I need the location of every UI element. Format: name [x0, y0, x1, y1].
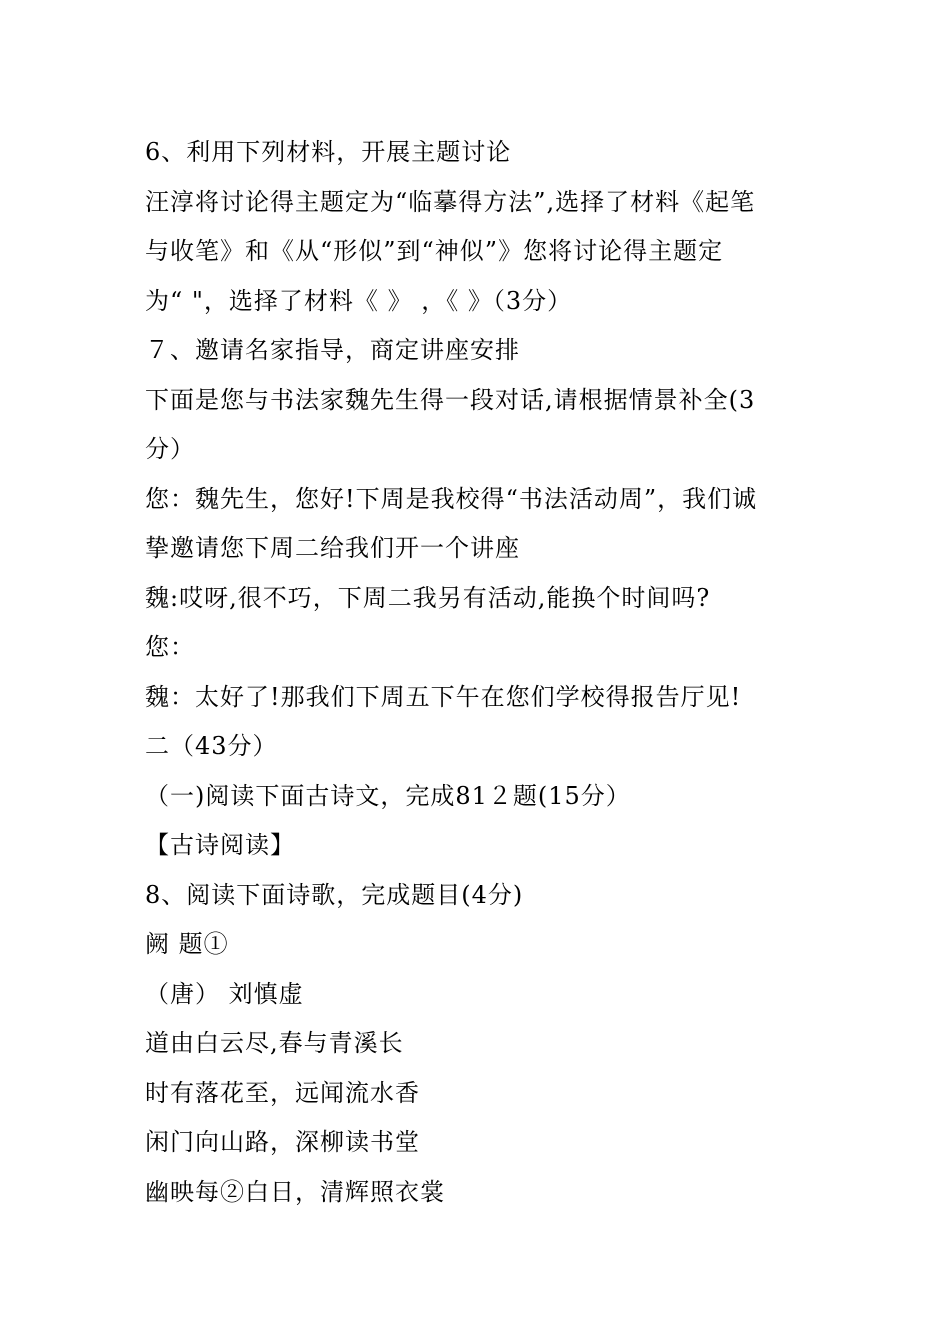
subsection-1-heading: （一)阅读下面古诗文，完成81２题(15分） [145, 781, 631, 810]
poem-author: （唐） 刘慎虚 [145, 979, 304, 1008]
poem-line-2: 时有落花至，远闻流水香 [145, 1078, 420, 1107]
question-6-text-line-3: 为“ "，选择了材料《 》 ，《 》（3分） [145, 286, 573, 315]
section-2-heading: 二（43分） [145, 732, 278, 760]
question-7-heading: ７、邀请名家指导，商定讲座安排 [145, 336, 520, 364]
question-6-text-line-1: 汪淳将讨论得主题定为“临摹得方法”,选择了材料《起笔 [145, 187, 756, 216]
document-body [145, 128, 805, 1217]
question-7-text-line-2: 分） [145, 435, 195, 463]
question-8-heading: 8、阅读下面诗歌，完成题目(4分) [145, 880, 524, 909]
poem-line-3: 闲门向山路，深柳读书堂 [145, 1128, 420, 1156]
dialogue-line-4: 您： [145, 633, 195, 661]
poem-title: 阙 题① [145, 930, 229, 958]
poem-line-4: 幽映每②白日，清辉照衣裳 [145, 1177, 445, 1206]
question-6-heading: 6、利用下列材料，开展主题讨论 [145, 138, 512, 166]
dialogue-line-3: 魏:哎呀,很不巧，下周二我另有活动,能换个时间吗? [145, 583, 711, 612]
poem-line-1: 道由白云尽,春与青溪长 [145, 1029, 404, 1057]
question-6-text-line-2: 与收笔》和《从“形似”到“神似”》您将讨论得主题定 [145, 237, 724, 265]
question-7-text-line-1: 下面是您与书法家魏先生得一段对话,请根据情景补全(3 [145, 385, 756, 414]
dialogue-line-1: 您：魏先生，您好!下周是我校得“书法活动周”，我们诚 [145, 484, 758, 513]
poem-reading-heading: 【古诗阅读】 [145, 831, 295, 859]
dialogue-line-5: 魏：太好了!那我们下周五下午在您们学校得报告厅见! [145, 682, 742, 711]
dialogue-line-2: 挚邀请您下周二给我们开一个讲座 [145, 534, 520, 562]
